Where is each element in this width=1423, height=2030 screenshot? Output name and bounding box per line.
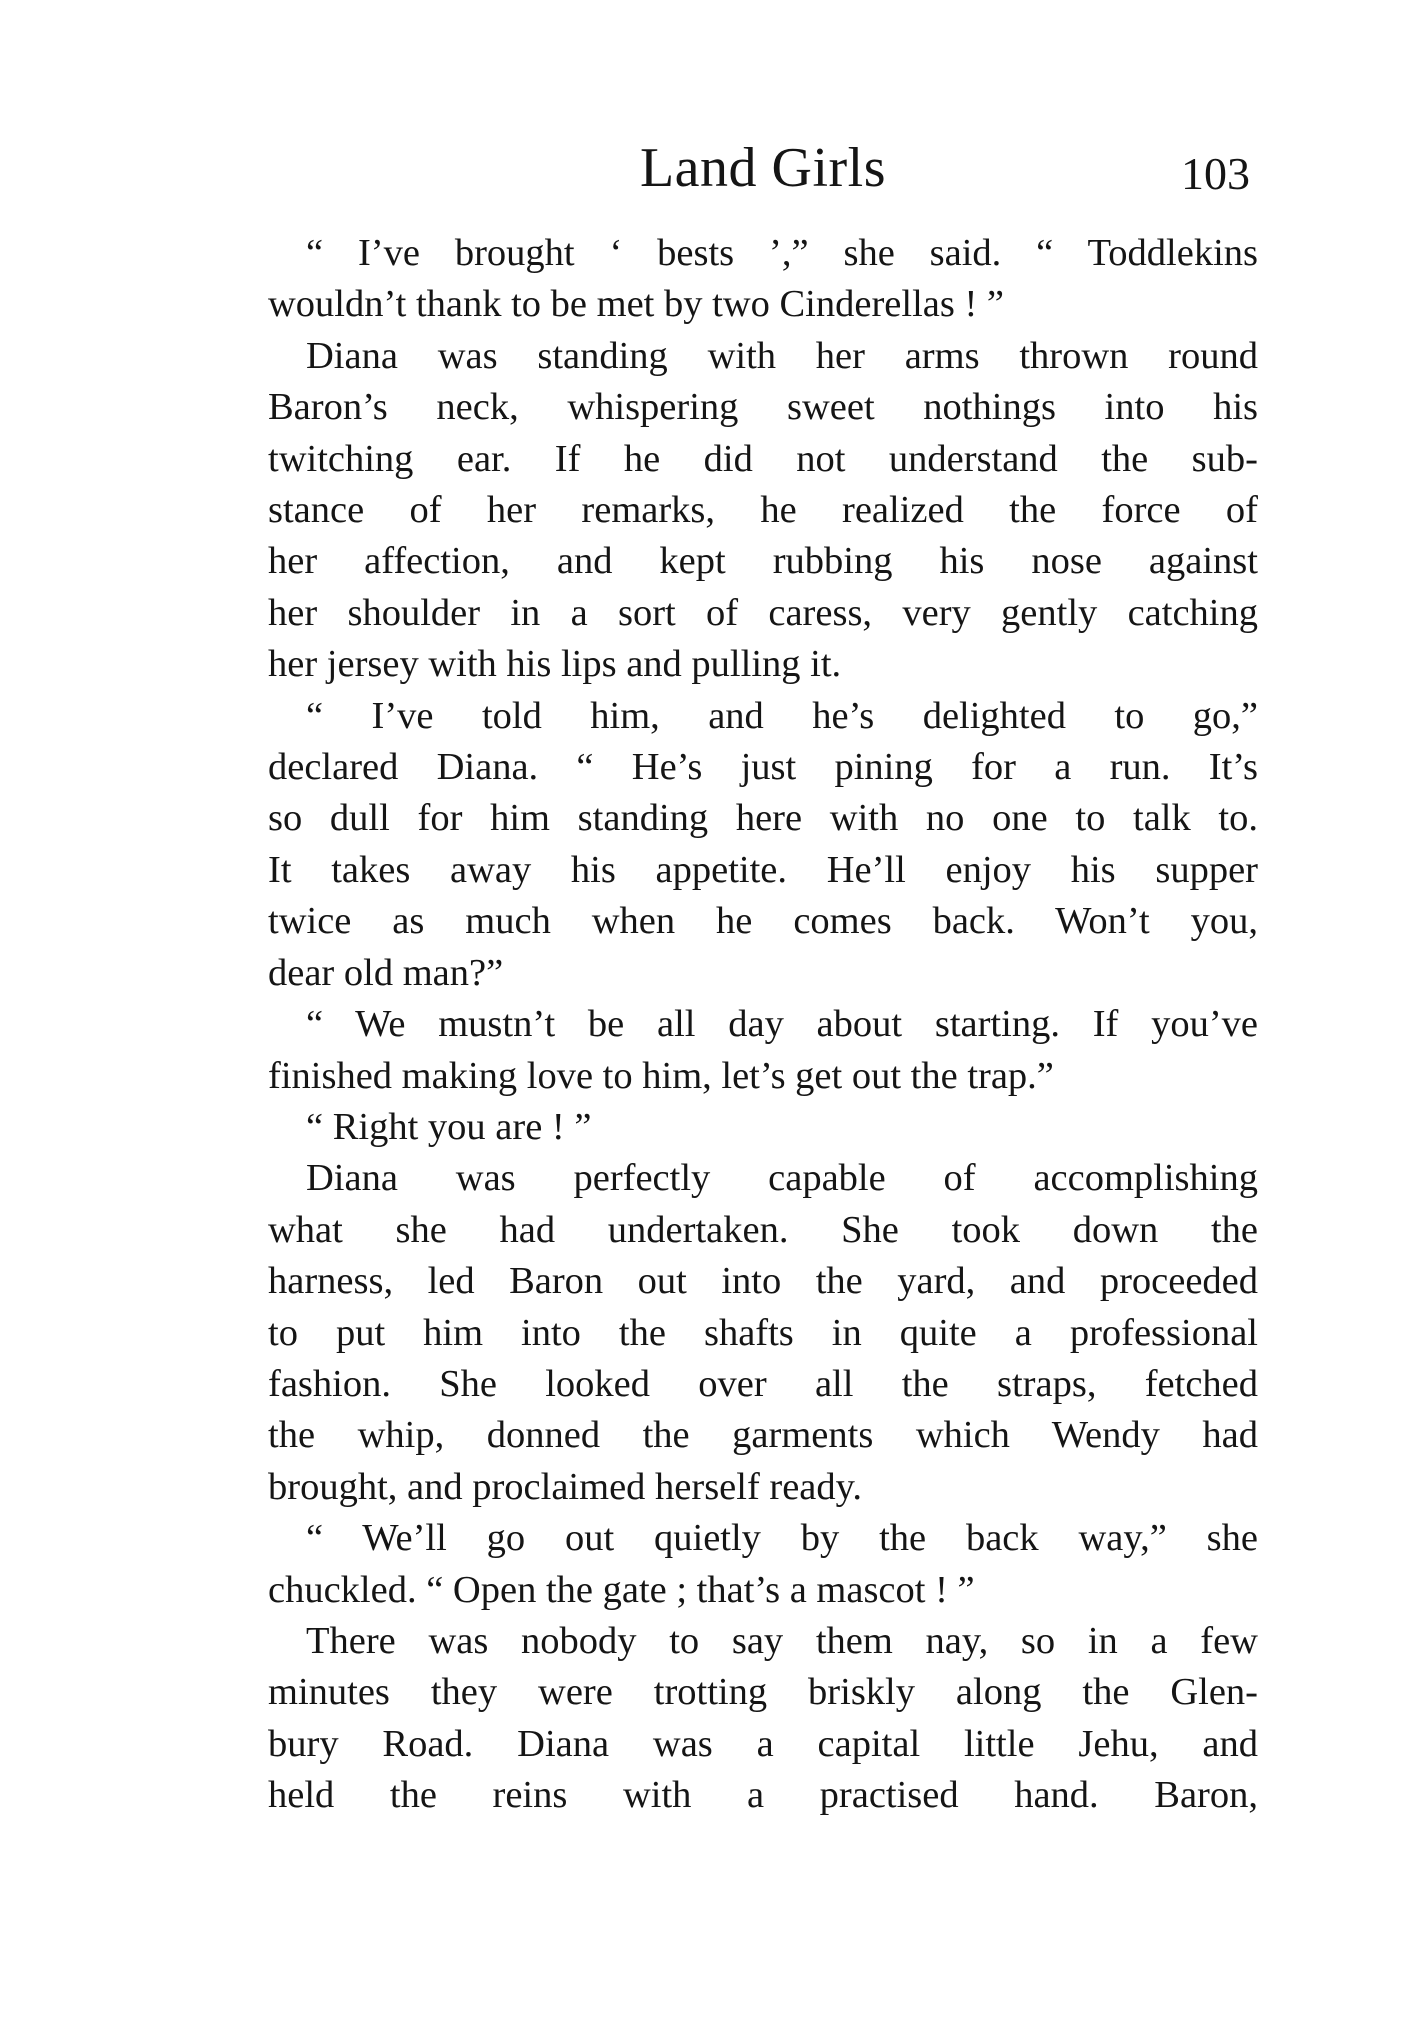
text-line: what she had undertaken. She took down the bbox=[268, 1208, 1258, 1251]
text-line: “ We mustn’t be all day about starting. If you’ve bbox=[306, 1003, 1258, 1046]
text-line: held the reins with a practised hand. Baron, bbox=[268, 1774, 1258, 1817]
page-header bbox=[268, 128, 1258, 208]
paragraph bbox=[268, 1616, 1258, 1822]
text-line: “ We’ll go out quietly by the back way,” she bbox=[306, 1517, 1258, 1560]
paragraph bbox=[268, 999, 1258, 1102]
text-line: bury Road. Diana was a capital little Jehu, and bbox=[268, 1722, 1258, 1765]
text-line: Baron’s neck, whispering sweet nothings into his bbox=[268, 386, 1258, 429]
text-line: wouldn’t thank to be met by two Cinderellas ! ” bbox=[268, 283, 1004, 326]
text-line: “ Right you are ! ” bbox=[306, 1105, 592, 1148]
paragraph bbox=[268, 691, 1258, 999]
text-line: fashion. She looked over all the straps, fetched bbox=[268, 1362, 1258, 1405]
text-line: harness, led Baron out into the yard, and proceeded bbox=[268, 1260, 1258, 1303]
paragraph bbox=[268, 228, 1258, 331]
paragraph bbox=[268, 331, 1258, 691]
text-line: to put him into the shafts in quite a professional bbox=[268, 1311, 1258, 1354]
text-line: Diana was standing with her arms thrown round bbox=[306, 334, 1258, 377]
text-line: chuckled. “ Open the gate ; that’s a mascot ! ” bbox=[268, 1568, 975, 1611]
text-line: There was nobody to say them nay, so in a few bbox=[306, 1619, 1258, 1662]
running-title: Land Girls bbox=[639, 137, 887, 199]
text-line: so dull for him standing here with no one to talk to. bbox=[268, 797, 1258, 840]
text-line: stance of her remarks, he realized the force of bbox=[268, 489, 1258, 532]
text-line: “ I’ve brought ‘ bests ’,” she said. “ Toddlekins bbox=[306, 232, 1258, 274]
text-line: dear old man?” bbox=[268, 951, 504, 994]
body-text bbox=[268, 228, 1258, 1822]
text-line: her affection, and kept rubbing his nose against bbox=[268, 540, 1258, 583]
text-line: the whip, donned the garments which Wendy had bbox=[268, 1414, 1258, 1457]
text-line: brought, and proclaimed herself ready. bbox=[268, 1465, 863, 1508]
text-line: finished making love to him, let’s get out the trap.” bbox=[268, 1054, 1054, 1097]
text-line: “ I’ve told him, and he’s delighted to go,” bbox=[306, 694, 1258, 737]
text-line: It takes away his appetite. He’ll enjoy his supper bbox=[268, 848, 1258, 891]
text-line: declared Diana. “ He’s just pining for a run. It’s bbox=[268, 746, 1258, 789]
text-line: her jersey with his lips and pulling it. bbox=[268, 643, 842, 686]
paragraph bbox=[268, 1102, 1258, 1153]
paragraph bbox=[268, 1513, 1258, 1616]
text-line: twitching ear. If he did not understand the sub- bbox=[268, 437, 1258, 480]
text-line: her shoulder in a sort of caress, very gently catching bbox=[268, 591, 1258, 634]
text-line: twice as much when he comes back. Won’t you, bbox=[268, 900, 1258, 943]
paragraph bbox=[268, 1153, 1258, 1513]
text-line: minutes they were trotting briskly along the Glen- bbox=[268, 1671, 1258, 1714]
page-number: 103 bbox=[1181, 148, 1250, 199]
text-line: Diana was perfectly capable of accomplishing bbox=[306, 1157, 1258, 1200]
